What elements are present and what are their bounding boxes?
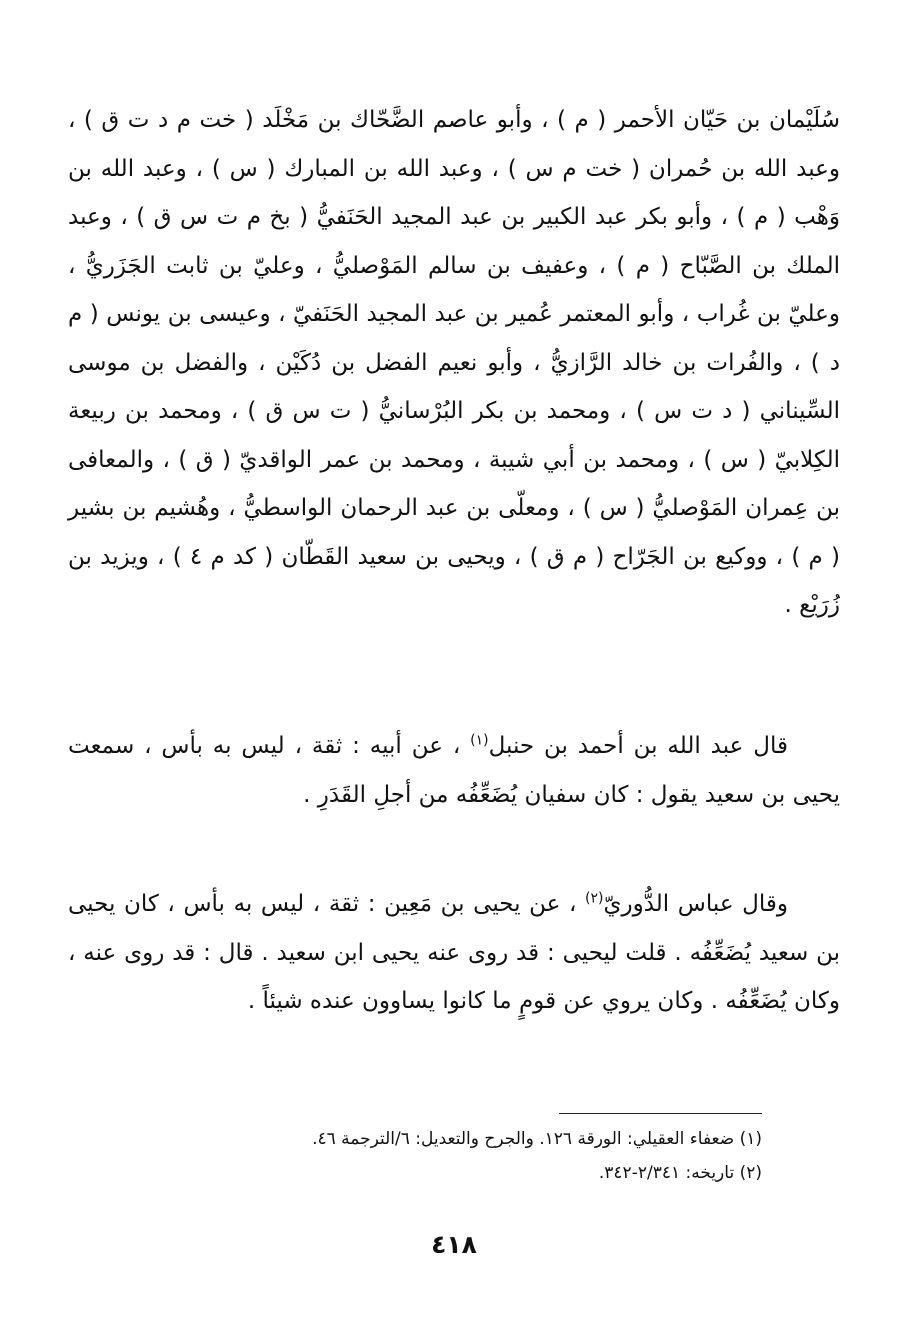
paragraph-text-after: ، عن أبيه : ثقة ، ليس به بأس ، سمعت يحيى بن سعيد يقول : كان سفيان يُضَعِّفُه من أجلِ القَدَرِ . (68, 733, 840, 808)
paragraph-narrators-list (68, 96, 840, 630)
paragraph-text-before: وقال عباس الدُّوريّ (603, 891, 788, 917)
paragraph-text-after: ، عن يحيى بن مَعِين : ثقة ، ليس به بأس ، كان يحيى بن سعيد يُضَعِّفُه . قلت ليحيى : قد روى عنه يحيى ابن سعيد . قال : قد روى عنه ، وكان يُضَعِّفُه . وكان يروي عن قومٍ ما كانوا يساوون عنده شيئاً . (68, 891, 840, 1014)
paragraph-text: سُلَيْمان بن حَيّان الأحمر ( م ) ، وأبو عاصم الضَّحّاك بن مَخْلَد ( خت م د ت ق ) ، وعبد الله بن حُمران ( خت م س ) ، وعبد الله بن المبارك ( س ) ، وعبد الله بن وَهْب ( م ) ، وأبو بكر عبد الكبير بن عبد المجيد الحَنَفيُّ ( بخ م ت س ق ) ، وعبد الملك بن الصَّبّاح ( م ) ، وعفيف بن سالم المَوْصليُّ ، وعليّ بن ثابت الجَزَريُّ ، وعليّ بن غُراب ، وأبو المعتمر عُمير بن عبد المجيد الحَنَفيّ ، وعيسى بن يونس ( م د ) ، والفُرات بن خالد الرَّازيُّ ، وأبو نعيم الفضل بن دُكَيْن ، والفضل بن موسى السِّيناني ( د ت س ) ، ومحمد بن بكر البُرْسانيُّ ( ت س ق ) ، ومحمد بن ربيعة الكِلابيّ ( س ) ، ومحمد بن أبي شيبة ، ومحمد بن عمر الواقديّ ( ق ) ، والمعافى بن عِمران المَوْصليُّ ( س ) ، ومعلّى بن عبد الرحمان الواسطيُّ ، وهُشيم بن بشير ( م ) ، ووكيع بن الجَرّاح ( م ق ) ، ويحيى بن سعيد القَطّان ( كد م ٤ ) ، ويزيد بن زُرَيْع . (68, 107, 840, 618)
paragraph-abdullah-quote (68, 722, 840, 819)
footnote-reference-1[interactable]: (١) (470, 732, 489, 749)
footnotes-list (120, 1122, 762, 1190)
footnote-reference-2[interactable]: (٢) (585, 890, 604, 907)
paragraph-text-before: قال عبد الله بن أحمد بن حنبل (488, 733, 788, 759)
paragraph-abbas-quote (68, 880, 840, 1026)
page-number: ٤١٨ (431, 1230, 477, 1259)
footnote-separator (559, 1113, 762, 1114)
footnote-1: (١) ضعفاء العقيلي: الورقة ١٢٦. والجرح والتعديل: ٦/الترجمة ٤٦. (312, 1129, 762, 1149)
footnote-2: (٢) تاريخه: ٢/٣٤١-٣٤٢. (598, 1163, 762, 1183)
